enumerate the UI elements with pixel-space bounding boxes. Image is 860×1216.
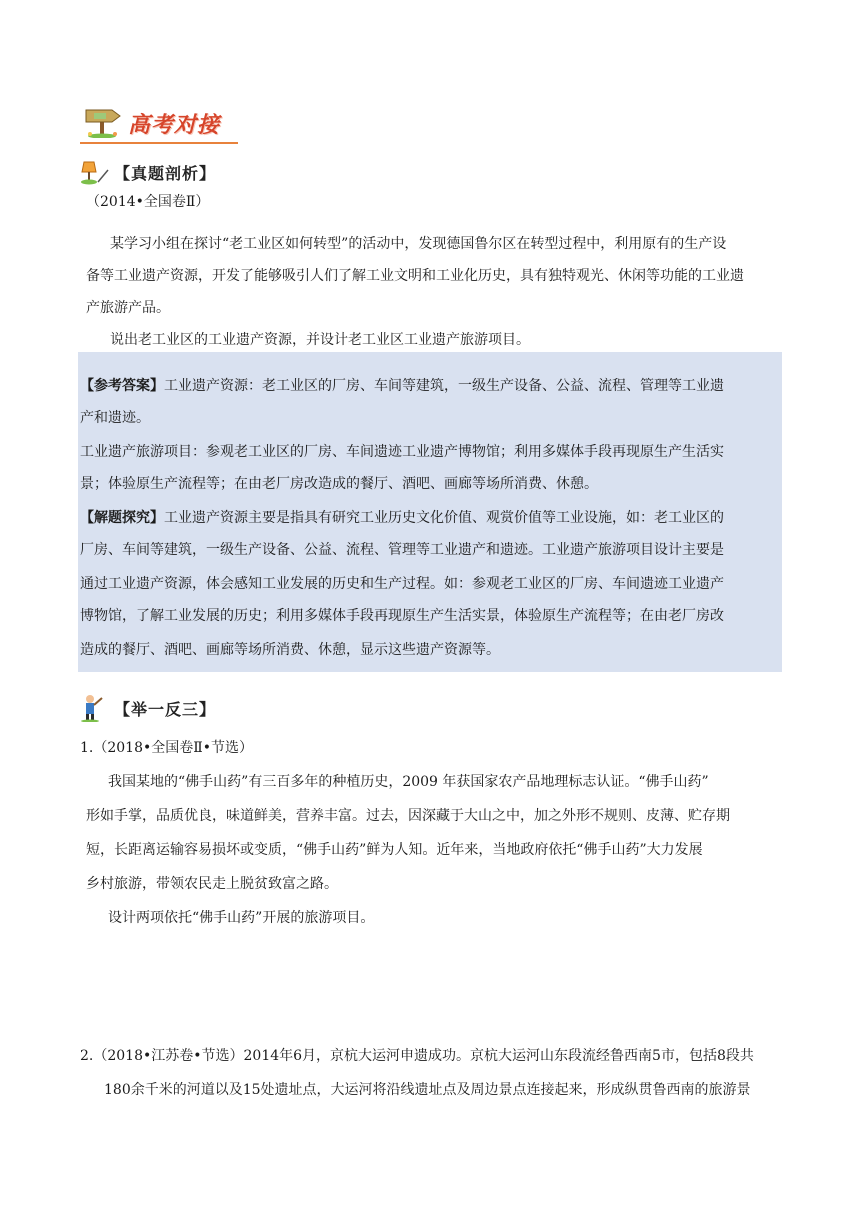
reference-answer-label: 【参考答案】 <box>80 378 164 394</box>
paragraph-line: 某学习小组在探讨“老工业区如何转型”的活动中，发现德国鲁尔区在转型过程中，利用原有的生产设 <box>110 236 727 252</box>
question-text: 说出老工业区的工业遗产资源，并设计老工业区工业遗产旅游项目。 <box>110 332 530 348</box>
answer-line: 产和遗迹。 <box>80 410 150 426</box>
banner-underline <box>80 142 238 144</box>
analysis-label: 【解题探究】 <box>80 510 164 526</box>
analysis-text: 工业遗产资源主要是指具有研究工业历史文化价值、观赏价值等工业设施，如：老工业区的 <box>164 510 724 526</box>
gaokao-banner <box>80 104 240 144</box>
question-2-line: 180余千米的河道以及15处遗址点，大运河将沿线遗址点及周边景点连接起来，形成纵贯鲁西南的旅游景 <box>104 1082 751 1098</box>
question-1-line: 我国某地的“佛手山药”有三百多年的种植历史，2009 年获国家农产品地理标志认证。“佛手山药” <box>108 774 709 790</box>
analysis-line: 通过工业遗产资源，体会感知工业发展的历史和生产过程。如：参观老工业区的厂房、车间遗迹工业遗产 <box>80 576 724 592</box>
figure-icon <box>78 694 112 722</box>
paragraph-line: 备等工业遗产资源，开发了能够吸引人们了解工业文明和工业化历史，具有独特观光、休闲等功能的工业遗 <box>86 268 744 284</box>
question-1-line: 短，长距离运输容易损坏或变质，“佛手山药”鲜为人知。近年来，当地政府依托“佛手山药”大力发展 <box>86 842 703 858</box>
source-label: （2014•全国卷Ⅱ） <box>86 194 210 210</box>
question-1-prompt: 设计两项依托“佛手山药”开展的旅游项目。 <box>108 910 375 926</box>
question-2-line: 2.（2018•江苏卷•节选）2014年6月，京杭大运河申遗成功。京杭大运河山东段流经鲁西南5市，包括8段共 <box>80 1048 754 1064</box>
question-1-source: 1.（2018•全国卷Ⅱ•节选） <box>80 740 254 756</box>
lamp-icon <box>78 158 112 186</box>
answer-box <box>78 352 782 672</box>
question-1-line: 形如手掌，品质优良，味道鲜美，营养丰富。过去，因深藏于大山之中，加之外形不规则、皮薄、贮存期 <box>86 808 730 824</box>
section-heading-text: 【真题剖析】 <box>114 163 217 183</box>
analysis-line <box>80 508 724 528</box>
banner-title: 高考对接 <box>128 113 221 138</box>
question-1-line: 乡村旅游，带领农民走上脱贫致富之路。 <box>86 876 338 892</box>
section-heading-analysis <box>78 158 216 186</box>
section-heading-practice <box>78 694 216 722</box>
answer-text: 工业遗产资源：老工业区的厂房、车间等建筑，一级生产设备、公益、流程、管理等工业遗 <box>164 378 724 394</box>
answer-line: 工业遗产旅游项目：参观老工业区的厂房、车间遗迹工业遗产博物馆；利用多媒体手段再现原生产生活实 <box>80 444 724 460</box>
analysis-line: 厂房、车间等建筑，一级生产设备、公益、流程、管理等工业遗产和遗迹。工业遗产旅游项目设计主要是 <box>80 542 724 558</box>
analysis-line: 博物馆，了解工业发展的历史；利用多媒体手段再现原生产生活实景，体验原生产流程等；在由老厂房改 <box>80 608 724 624</box>
section-heading-text: 【举一反三】 <box>114 699 217 719</box>
analysis-line: 造成的餐厅、酒吧、画廊等场所消费、休憩，显示这些遗产资源等。 <box>80 642 500 658</box>
answer-line: 景；体验原生产流程等；在由老厂房改造成的餐厅、酒吧、画廊等场所消费、休憩。 <box>80 476 598 492</box>
reference-answer-line <box>80 376 724 396</box>
paragraph-line: 产旅游产品。 <box>86 300 170 316</box>
signpost-icon <box>82 104 124 138</box>
